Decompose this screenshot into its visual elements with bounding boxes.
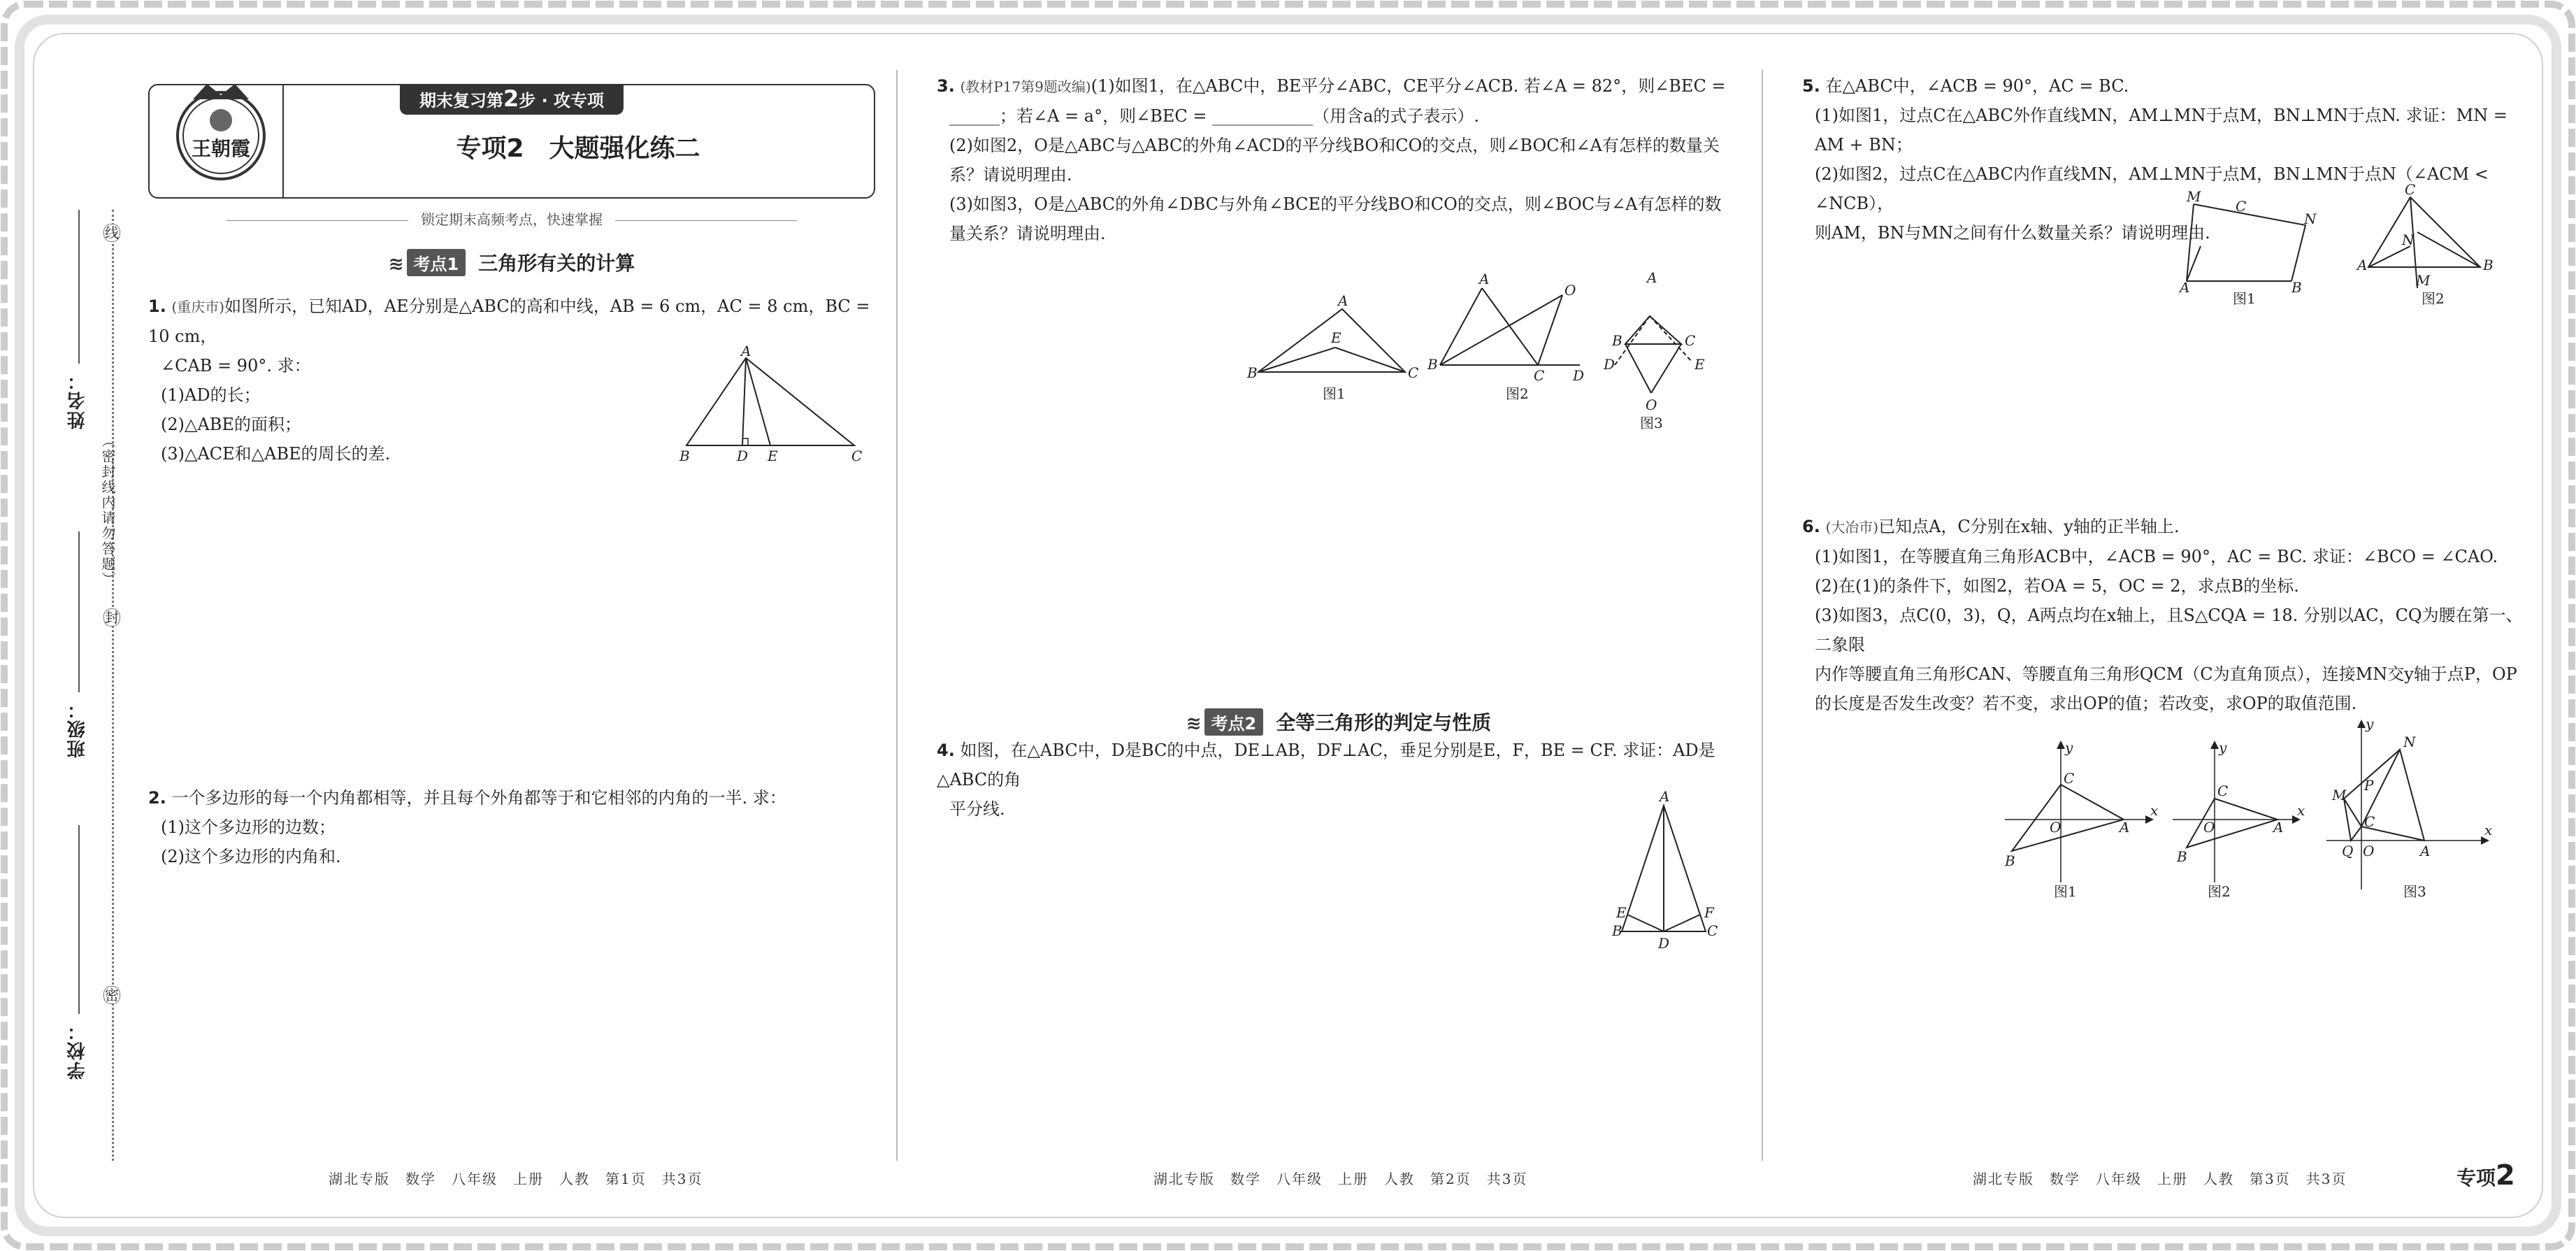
section-heading: ≋ 考点1 三角形有关的计算	[148, 248, 875, 276]
name-line	[78, 210, 80, 364]
svg-text:x: x	[2150, 802, 2159, 819]
q3-figure-2	[1427, 271, 1584, 402]
page-3	[1802, 64, 2529, 1155]
school-line	[78, 825, 80, 1014]
svg-text:F: F	[1704, 904, 1714, 921]
svg-text:O: O	[2363, 843, 2375, 859]
seal-note: （密封线内请勿答题）	[99, 434, 116, 587]
q3-figure-1	[1246, 292, 1418, 402]
q6-figure-1	[2004, 739, 2158, 900]
svg-text:y: y	[2065, 739, 2073, 756]
svg-text:王朝霞: 王朝霞	[191, 137, 251, 160]
svg-text:C: C	[2364, 813, 2375, 830]
seal-char-dense: 密	[105, 987, 119, 1003]
svg-text:A: A	[1660, 788, 1670, 805]
svg-text:N: N	[2304, 210, 2317, 227]
svg-text:y: y	[2366, 715, 2374, 732]
svg-text:P: P	[2364, 777, 2374, 794]
svg-text:N: N	[2402, 231, 2415, 248]
brand-logo	[165, 71, 277, 190]
svg-text:B: B	[2291, 279, 2302, 296]
svg-text:图1: 图1	[2054, 883, 2077, 900]
svg-text:B: B	[2177, 848, 2187, 865]
svg-text:A: A	[1338, 292, 1348, 309]
q6-figure-3	[2326, 715, 2492, 900]
svg-text:图1: 图1	[2233, 290, 2256, 307]
q5-figures	[2180, 181, 2501, 309]
svg-text:B: B	[1612, 332, 1622, 349]
q1-triangle-figure	[679, 343, 882, 466]
header-box	[148, 84, 875, 199]
class-label: 班级：	[67, 699, 88, 758]
svg-text:C: C	[1685, 332, 1696, 349]
q3-figures	[1244, 269, 1748, 477]
svg-text:O: O	[1646, 396, 1657, 413]
svg-text:B: B	[2005, 852, 2015, 869]
page-divider	[1762, 70, 1763, 1161]
q5-figure-1	[2178, 188, 2317, 307]
svg-text:y: y	[2219, 739, 2227, 756]
svg-text:B: B	[2483, 257, 2494, 273]
svg-text:A: A	[1479, 271, 1490, 287]
question-3: 3. (教材P17第9题改编)(1)如图1，在△ABC中，BE平分∠ABC，CE平分∠ACB. 若∠A = 82°，则∠BEC = ______；若∠A = a°，则∠BEC = ____________（用含a的式子表示）. (2)如图2，O是△ABC与△ABC的外角∠ACD的平分线BO和CO的交点，则∠BOC和∠A有怎样的数量关 系？请说明理由. (3)如图3，O是△ABC的外角∠DBC与外角∠BCE的平分线BO和CO的交点，则∠BOC与∠A有怎样的数 量关系？请说明理由.	[937, 76, 1726, 243]
svg-text:C: C	[1408, 364, 1419, 381]
svg-text:E: E	[1331, 329, 1341, 346]
question-6: 6. (大冶市)已知点A，C分别在x轴、y轴的正半轴上. (1)如图1，在等腰直角三角形ACB中，∠ACB = 90°，AC = BC. 求证：∠BCO = ∠CAO. (2)在(1)的条件下，如图2，若OA = 5，OC = 2，求点B的坐标. (3)如图3，点C(0，3)，Q，A两点均在x轴上，且S△CQA = 18. 分别以AC，CQ为腰在第一、二象限 内作等腰直角三角形CAN、等腰直角三角形QCM（C为直角顶点），连接MN交y轴于点P，OP 的长度是否发生改变？若不变，求出OP的值；若改变，求OP的取值范围.	[1802, 517, 2523, 713]
svg-text:C: C	[2064, 770, 2075, 787]
svg-text:A: A	[2180, 279, 2190, 296]
page-2	[937, 64, 1741, 1155]
svg-text:M: M	[2332, 787, 2347, 803]
svg-text:E: E	[1694, 356, 1705, 373]
svg-text:D: D	[1658, 935, 1670, 952]
header-subtitle: 锁定期末高频考点，快速掌握	[148, 208, 875, 229]
q3-figure-3	[1603, 269, 1705, 431]
q5-figure-2	[2356, 181, 2494, 307]
svg-text:A: A	[2120, 819, 2130, 836]
svg-text:D: D	[1573, 367, 1585, 384]
svg-text:C: C	[851, 448, 863, 464]
svg-text:C: C	[1534, 367, 1545, 384]
svg-text:O: O	[2050, 819, 2061, 836]
svg-text:B: B	[679, 448, 690, 464]
svg-text:C: C	[1707, 922, 1718, 939]
svg-text:Q: Q	[2342, 843, 2354, 859]
svg-text:A: A	[2357, 257, 2368, 273]
svg-text:D: D	[1604, 356, 1616, 373]
svg-text:O: O	[2203, 819, 2215, 836]
svg-text:E: E	[1616, 904, 1627, 921]
question-2: 2. 一个多边形的每一个内角都相等，并且每个外角都等于和它相邻的内角的一半. 求： (1)这个多边形的边数； (2)这个多边形的内角和.	[148, 788, 786, 866]
svg-text:C: C	[2405, 181, 2416, 198]
q6-figure-2	[2173, 739, 2305, 900]
svg-text:N: N	[2403, 734, 2416, 750]
svg-text:A: A	[1647, 269, 1657, 286]
page-1	[148, 64, 875, 1155]
page-footer: 湖北专版 数学 八年级 上册 人教 第3页 共3页	[1973, 1171, 2347, 1187]
school-label: 学校：	[67, 1021, 88, 1080]
svg-text:图2: 图2	[2422, 290, 2445, 307]
svg-text:M: M	[2187, 188, 2201, 205]
svg-text:x: x	[2297, 802, 2305, 819]
svg-text:图2: 图2	[2208, 883, 2231, 900]
svg-text:C: C	[2217, 782, 2229, 799]
svg-text:B: B	[1612, 922, 1622, 939]
page-footer: 湖北专版 数学 八年级 上册 人教 第1页 共3页	[329, 1171, 703, 1187]
section-corner-label: 专项2	[2456, 1159, 2515, 1192]
svg-text:O: O	[1564, 282, 1576, 299]
svg-text:图2: 图2	[1506, 385, 1529, 402]
waves-icon: ≋	[388, 254, 404, 275]
waves-icon: ≋	[1186, 713, 1202, 734]
svg-text:A: A	[2420, 843, 2431, 859]
svg-text:E: E	[768, 448, 778, 464]
page-divider	[896, 70, 898, 1161]
page-title: 专项2 大题强化练二	[456, 134, 700, 163]
page-footer: 湖北专版 数学 八年级 上册 人教 第2页 共3页	[1153, 1171, 1528, 1187]
svg-text:A: A	[741, 343, 751, 359]
svg-text:D: D	[737, 448, 749, 464]
seal-char-line: 线	[105, 224, 119, 241]
question-4: 4. 如图，在△ABC中，D是BC的中点，DE⊥AB，DF⊥AC，垂足分别是E，F，BE = CF. 求证：AD是△ABC的角 平分线.	[937, 741, 1715, 819]
question-5: 5. 在△ABC中，∠ACB = 90°，AC = BC. (1)如图1，过点C在△ABC外作直线MN，AM⊥MN于点M，BN⊥MN于点N. 求证：MN = AM + BN； (2)如图2，过点C在△ABC内作直线MN，AM⊥MN于点M，BN⊥MN于点N（∠ACM < ∠NCB）， 则AM，BN与MN之间有什么数量关系？请说明理由.	[1802, 76, 2507, 243]
class-line	[78, 531, 80, 692]
svg-text:B: B	[1427, 356, 1438, 373]
svg-text:图3: 图3	[1640, 415, 1663, 431]
svg-text:B: B	[1247, 364, 1258, 381]
header-tag: 期末复习第2步 · 攻专项	[400, 84, 624, 115]
question-1: 1. (重庆市)如图所示，已知AD，AE分别是△ABC的高和中线，AB = 6 cm，AC = 8 cm，BC = 10 cm， ∠CAB = 90°. 求： (1)AD的长； (2)△ABE的面积； (3)△ACE和△ABE的周长的差. A B D E C	[148, 292, 875, 469]
binding-line	[112, 210, 114, 1161]
svg-text:A: A	[2273, 819, 2284, 836]
seal-char-seal: 封	[105, 609, 119, 626]
section-heading: ≋ 考点2 全等三角形的判定与性质	[937, 708, 1741, 736]
svg-text:x: x	[2484, 822, 2493, 838]
svg-text:图3: 图3	[2403, 883, 2426, 900]
svg-text:M: M	[2416, 272, 2431, 289]
q4-triangle-figure	[1608, 788, 1720, 959]
name-label: 姓名：	[67, 371, 88, 429]
svg-text:图1: 图1	[1323, 385, 1346, 402]
svg-text:C: C	[2236, 198, 2247, 215]
q6-figures	[1998, 715, 2501, 910]
